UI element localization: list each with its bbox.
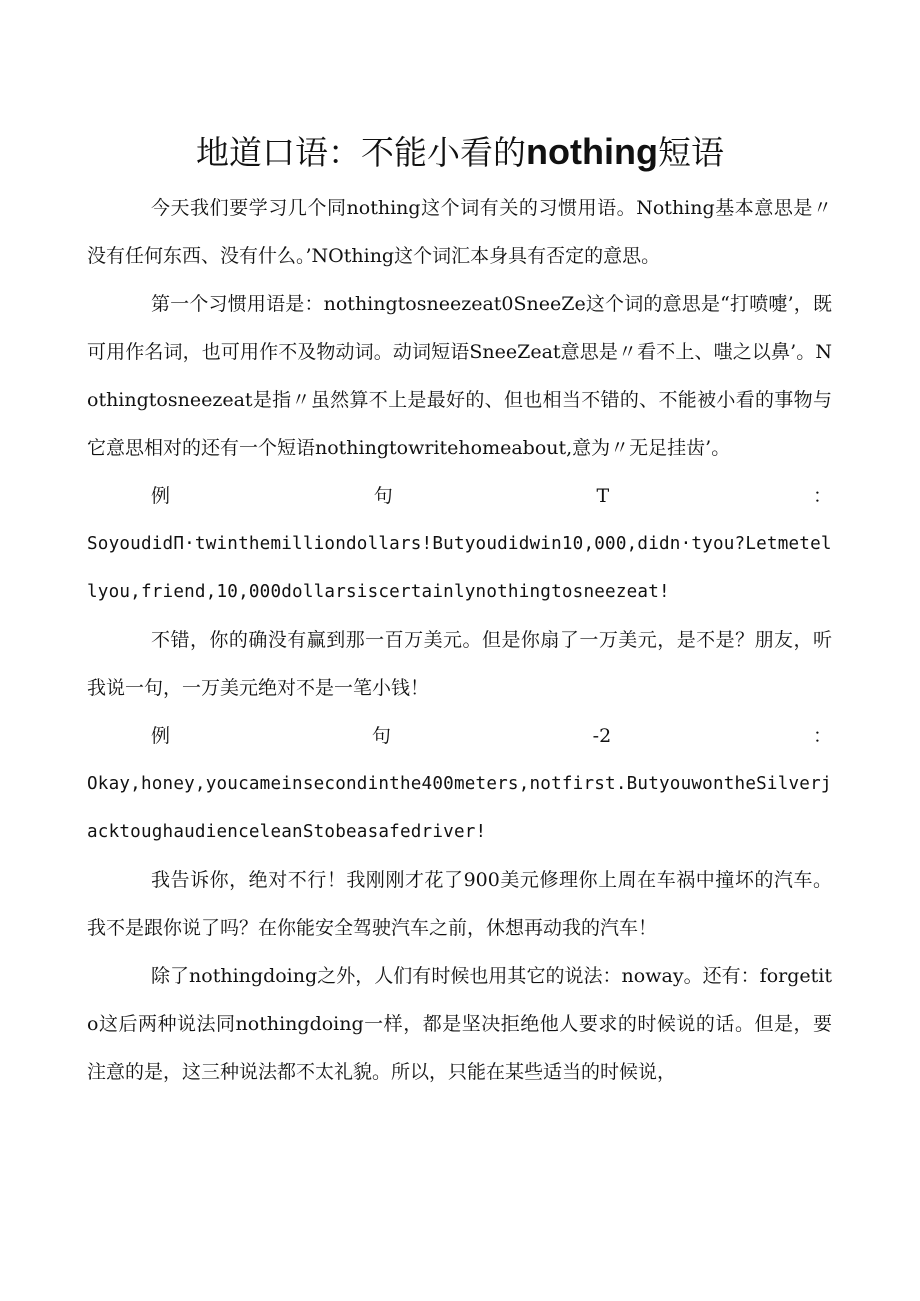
example-1-english: SoyoudidП·twinthemilliondollars!Butyoudidwin10,000,didn·tyou?Letmetellyou,friend,10,000dollarsiscertainlynothingtosneezeat! [87, 534, 832, 602]
example-1-label-number: T [596, 485, 610, 507]
title-english-word: nothing [526, 131, 658, 172]
title-chinese-tail: 短语 [657, 133, 724, 172]
example-1-label-char-2: 句 [373, 485, 393, 507]
example-1-label-char-1: 例 [151, 485, 171, 507]
example-1-label-colon: ： [812, 485, 832, 507]
example-2-english: Okay,honey,youcameinsecondinthe400meters,notfirst.ButyouwontheSilverjacktoughaudienceleanStobeasafedriver! [87, 774, 832, 842]
example-2-label [87, 712, 832, 760]
example-1-chinese: 不错，你的确没有赢到那一百万美元。但是你扇了一万美元，是不是？朋友，听我说一句，一万美元绝对不是一笔小钱！ [87, 629, 832, 699]
title-chinese-part: 地道口语：不能小看的 [196, 133, 527, 172]
example-2-label-char-2: 句 [371, 725, 391, 747]
example-2-chinese: 我告诉你，绝对不行！我刚刚才花了900美元修理你上周在车祸中撞坏的汽车。我不是跟你说了吗？在你能安全驾驶汽车之前，休想再动我的汽车！ [87, 869, 832, 939]
first-idiom-paragraph: 第一个习惯用语是：nothingtosneezeat0SneeZe这个词的意思是“打喷嚏’，既可用作名词，也可用作不及物动词。动词短语SneeZeat意思是〃看不上、嗤之以鼻’。Nothingtosneezeat是指〃虽然算不上是最好的、但也相当不错的、不能被小看的事物与它意思相对的还有一个短语nothingtowritehomeabout,意为〃无足挂齿’。 [87, 293, 832, 459]
closing-paragraph: 除了nothingdoing之外，人们有时候也用其它的说法：noway。还有：forgetito这后两种说法同nothingdoing一样，都是坚决拒绝他人要求的时候说的话。但是，要注意的是，这三种说法都不太礼貌。所以，只能在某些适当的时候说， [87, 965, 832, 1083]
document-body [87, 184, 832, 1096]
document-title [0, 126, 920, 179]
example-1-label [87, 472, 832, 520]
example-2-label-number: -2 [592, 725, 612, 747]
example-2-label-colon: ： [812, 725, 832, 747]
intro-paragraph: 今天我们要学习几个同nothing这个词有关的习惯用语。Nothing基本意思是〃没有任何东西、没有什么。’NOthing这个词汇本身具有否定的意思。 [87, 197, 832, 267]
example-2-label-char-1: 例 [151, 725, 171, 747]
